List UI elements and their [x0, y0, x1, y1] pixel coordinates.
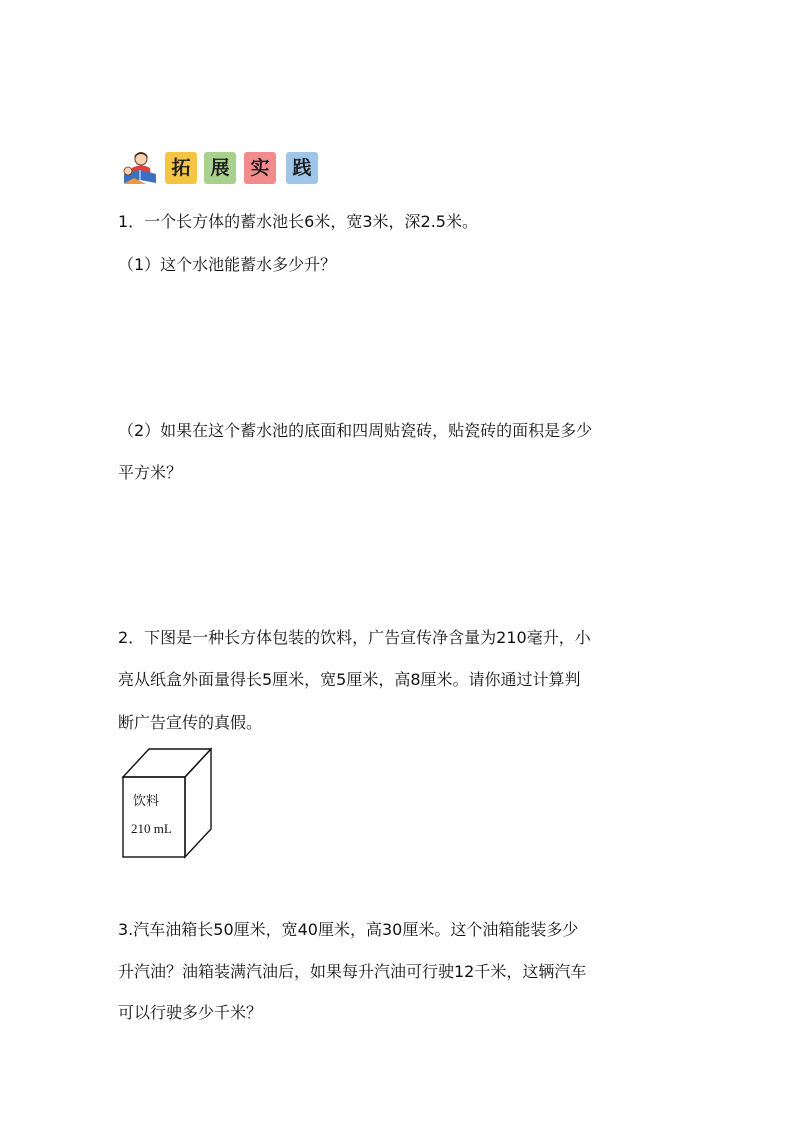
q2-line1: 2．下图是一种长方体包装的饮料，广告宣传净含量为210毫升，小	[118, 628, 591, 647]
carton-label-volume: 210 mL	[131, 821, 172, 836]
q3-line1: 3.汽车油箱长50厘米，宽40厘米，高30厘米。这个油箱能装多少	[118, 920, 579, 939]
q3-line2: 升汽油？油箱装满汽油后，如果每升汽油可行驶12千米，这辆汽车	[118, 962, 587, 981]
header-tile-1: 拓	[165, 152, 197, 184]
q1-stem: 1．一个长方体的蓄水池长6米，宽3米，深2.5米。	[118, 212, 478, 231]
q2-line2: 亮从纸盒外面量得长5厘米，宽5厘米，高8厘米。请你通过计算判	[118, 670, 581, 689]
header-tile-4: 践	[286, 152, 318, 184]
q1-part2-line1: （2）如果在这个蓄水池的底面和四周贴瓷砖，贴瓷砖的面积是多少	[118, 421, 593, 440]
header-tile-2: 展	[204, 152, 236, 184]
q2-line3: 断广告宣传的真假。	[118, 713, 263, 732]
reading-child-icon	[120, 150, 160, 186]
header-tile-3: 实	[244, 152, 276, 184]
q3-line3: 可以行驶多少千米？	[118, 1003, 263, 1022]
drink-carton-figure	[121, 747, 213, 859]
carton-label-name: 饮料	[133, 793, 160, 808]
q1-part1: （1）这个水池能蓄水多少升？	[118, 255, 337, 274]
q1-part2-line2: 平方米？	[118, 463, 183, 482]
